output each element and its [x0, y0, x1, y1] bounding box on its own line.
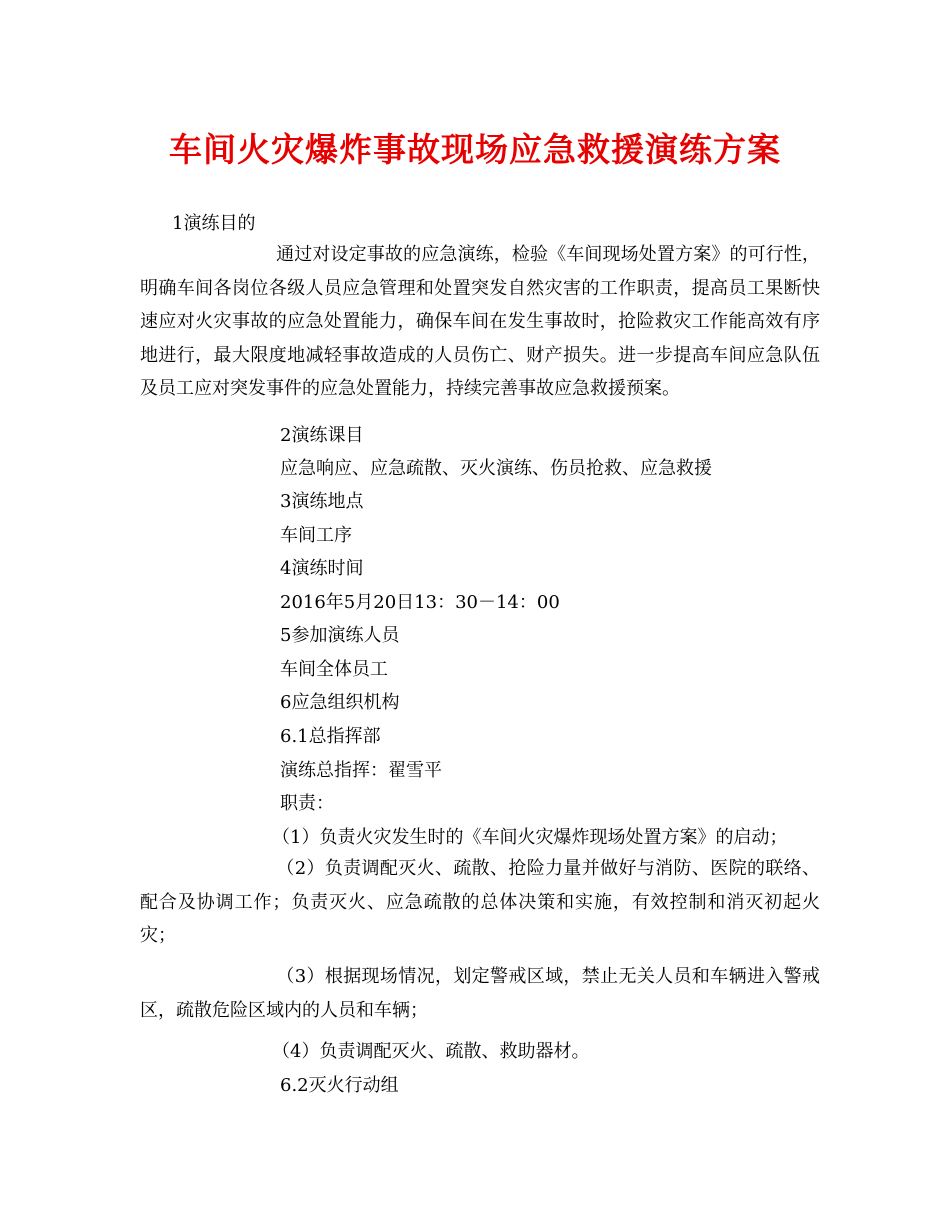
- duty-item-3: [140, 960, 820, 1027]
- section-body-purpose: [140, 238, 820, 406]
- section-heading-purpose: 1演练目的: [172, 213, 256, 234]
- duty-item-2: [140, 852, 820, 953]
- section-heading-location: 3演练地点: [280, 491, 364, 512]
- section-body-location: 车间工序: [280, 525, 352, 546]
- duties-label: 职责：: [280, 793, 334, 814]
- section-body-subjects: 应急响应、应急疏散、灭火演练、伤员抢救、应急救援: [280, 458, 712, 479]
- duty-item-3-text: （3）根据现场情况，划定警戒区域，禁止无关人员和车辆进入警戒区，疏散危险区域内的人员和车辆；: [140, 966, 820, 1021]
- duty-item-4: （4）负责调配灭火、疏散、救助器材。: [272, 1041, 590, 1062]
- section-heading-time: 4演练时间: [280, 558, 364, 579]
- section-body-participants: 车间全体员工: [280, 659, 388, 680]
- section-body-time: 2016年5月20日13：30－14：00: [280, 592, 560, 613]
- section-body-purpose-text: 通过对设定事故的应急演练，检验《车间现场处置方案》的可行性，明确车间各岗位各级人员应急管理和处置突发自然灾害的工作职责，提高员工果断快速应对火灾事故的应急处置能力，确保车间在发生事故时，抢险救灾工作能高效有序地进行，最大限度地减轻事故造成的人员伤亡、财产损失。进一步提高车间应急队伍及员工应对突发事件的应急处置能力，持续完善事故应急救援预案。: [140, 244, 820, 399]
- document-title: 车间火灾爆炸事故现场应急救援演练方案: [169, 130, 781, 169]
- subsection-heading-command: 6.1总指挥部: [280, 726, 381, 747]
- section-heading-organization: 6应急组织机构: [280, 692, 400, 713]
- section-heading-participants: 5参加演练人员: [280, 625, 400, 646]
- subsection-heading-firefighting: 6.2灭火行动组: [280, 1075, 399, 1096]
- commander-line: 演练总指挥：翟雪平: [280, 760, 442, 781]
- duty-item-2-text: （2）负责调配灭火、疏散、抢险力量并做好与消防、医院的联络、配合及协调工作；负责灭火、应急疏散的总体决策和实施，有效控制和消灭初起火灾；: [140, 858, 820, 946]
- duty-item-1: （1）负责火灾发生时的《车间火灾爆炸现场处置方案》的启动；: [272, 827, 788, 848]
- section-heading-subjects: 2演练课目: [280, 425, 364, 446]
